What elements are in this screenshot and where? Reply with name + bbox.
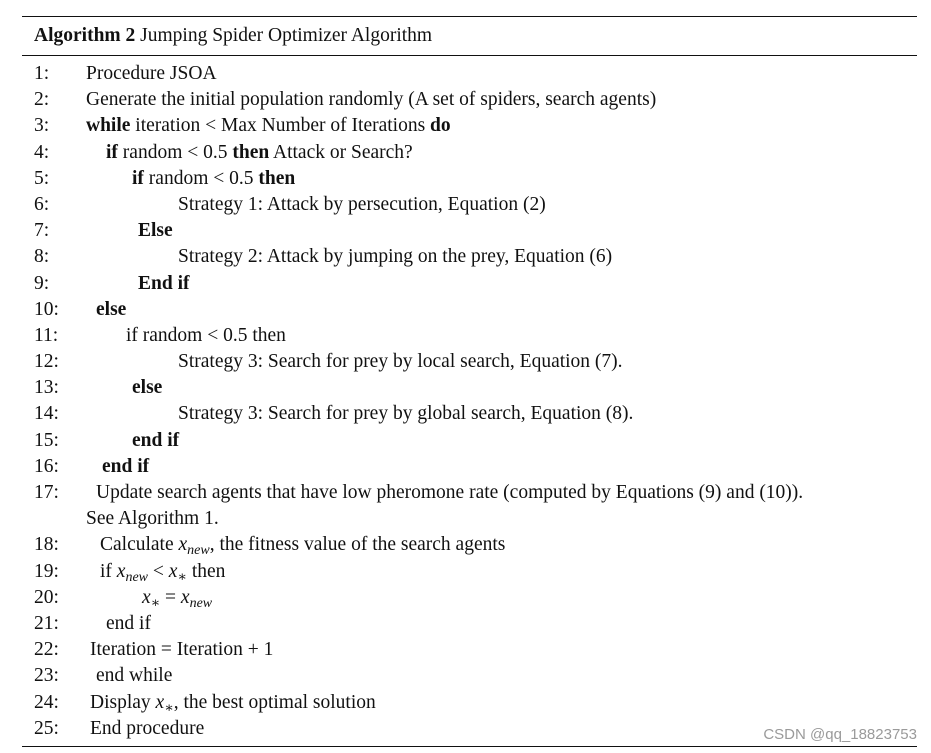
algorithm-box — [22, 16, 917, 747]
line-text: Strategy 2: Attack by jumping on the prey, Equation (6) — [178, 246, 613, 268]
line-number: 11: — [34, 324, 59, 346]
condition-text: random < 0.5 — [117, 141, 233, 163]
math-subscript-star: ∗ — [150, 595, 161, 611]
line-14 — [22, 401, 917, 427]
line-number: 20: — [34, 586, 59, 608]
line-8 — [22, 244, 917, 270]
line-number: 17: — [34, 482, 59, 503]
keyword-else: else — [96, 298, 127, 320]
algorithm-name: Jumping Spider Optimizer Algorithm — [140, 25, 433, 46]
line-text — [142, 585, 212, 613]
line-13 — [22, 375, 917, 401]
line-text — [100, 532, 505, 560]
line-number: 13: — [34, 377, 59, 399]
keyword-do: do — [430, 115, 451, 137]
line-text: Procedure JSOA — [86, 63, 217, 84]
line-1 — [22, 61, 917, 87]
line-text — [100, 559, 225, 587]
text-segment: , the best optimal solution — [173, 691, 376, 713]
line-number: 23: — [34, 665, 59, 687]
line-text: Update search agents that have low pheromone rate (computed by Equations (9) and (10)). — [96, 482, 804, 503]
line-20 — [22, 585, 917, 611]
keyword-else: else — [132, 377, 163, 399]
line-number: 5: — [34, 167, 50, 189]
line-15 — [22, 428, 917, 454]
line-24 — [22, 690, 917, 716]
algorithm-lines — [22, 56, 917, 742]
line-2 — [22, 87, 917, 113]
text-segment: Display — [90, 691, 156, 713]
line-text: End procedure — [90, 717, 205, 739]
keyword-end-if: end if — [132, 429, 180, 451]
line-11 — [22, 323, 917, 349]
condition-text: random < 0.5 — [143, 167, 259, 189]
line-text — [132, 166, 295, 192]
algorithm-label: Algorithm 2 — [34, 25, 136, 46]
line-4 — [22, 140, 917, 166]
watermark: CSDN @qq_18823753 — [763, 726, 917, 743]
math-subscript-new: new — [187, 543, 210, 559]
text-segment: if — [100, 560, 117, 582]
math-less-than: < — [148, 560, 169, 582]
text-segment: then — [186, 560, 226, 582]
keyword-else: Else — [138, 220, 173, 242]
line-number: 21: — [34, 612, 59, 634]
text-segment: Calculate — [100, 534, 179, 556]
line-number: 18: — [34, 534, 59, 556]
line-17 — [22, 480, 917, 506]
line-number: 10: — [34, 298, 59, 320]
line-text — [86, 113, 451, 139]
line-text: Generate the initial population randomly (A set of spiders, search agents) — [86, 89, 657, 111]
line-text: end if — [106, 612, 151, 634]
math-subscript-new: new — [189, 595, 213, 611]
line-9 — [22, 271, 917, 297]
line-number: 6: — [34, 193, 50, 215]
keyword-then: then — [232, 141, 270, 163]
line-23 — [22, 663, 917, 689]
line-number: 22: — [34, 639, 59, 661]
algorithm-title — [22, 17, 917, 55]
math-x: x — [116, 560, 126, 582]
math-subscript-star: ∗ — [177, 569, 187, 585]
line-number: 15: — [34, 429, 59, 451]
line-19 — [22, 559, 917, 585]
line-text: if random < 0.5 then — [126, 324, 286, 346]
condition-text: iteration < Max Number of Iterations — [130, 115, 431, 137]
math-x: x — [178, 534, 188, 556]
text-segment: , the fitness value of the search agents — [209, 534, 506, 556]
keyword-end-if: end if — [102, 455, 150, 477]
keyword-end-if: End if — [138, 272, 190, 294]
keyword-if: if — [106, 141, 118, 163]
line-7 — [22, 218, 917, 244]
line-6 — [22, 192, 917, 218]
line-number: 9: — [34, 272, 50, 294]
line-text: end while — [96, 665, 173, 687]
line-number: 1: — [34, 63, 50, 84]
keyword-if: if — [132, 167, 144, 189]
line-3 — [22, 113, 917, 139]
math-x: x — [168, 560, 178, 582]
bottom-rule — [22, 746, 917, 747]
line-number: 25: — [34, 717, 59, 739]
line-17-continuation — [22, 506, 917, 532]
math-x: x — [155, 691, 165, 713]
line-number: 12: — [34, 351, 59, 373]
line-text: See Algorithm 1. — [86, 508, 219, 530]
line-10 — [22, 297, 917, 323]
line-16 — [22, 454, 917, 480]
line-5 — [22, 166, 917, 192]
math-subscript-star: ∗ — [164, 700, 174, 716]
math-x: x — [142, 586, 151, 608]
line-number: 16: — [34, 455, 59, 477]
line-number: 4: — [34, 141, 50, 163]
line-12 — [22, 349, 917, 375]
keyword-then: then — [258, 167, 296, 189]
line-text: Strategy 3: Search for prey by global search, Equation (8). — [178, 403, 634, 425]
line-text: Iteration = Iteration + 1 — [90, 639, 274, 661]
line-number: 8: — [34, 246, 50, 268]
line-22 — [22, 637, 917, 663]
line-18 — [22, 532, 917, 558]
line-number: 3: — [34, 115, 50, 137]
line-text: Strategy 3: Search for prey by local search, Equation (7). — [178, 351, 623, 373]
math-x: x — [180, 586, 190, 608]
line-21 — [22, 611, 917, 637]
math-subscript-new: new — [125, 569, 149, 585]
line-number: 14: — [34, 403, 59, 425]
line-text — [90, 690, 376, 718]
math-equals: = — [160, 586, 181, 608]
line-text: Strategy 1: Attack by persecution, Equation (2) — [178, 193, 546, 215]
line-text — [106, 140, 413, 166]
line-number: 2: — [34, 89, 50, 111]
line-number: 19: — [34, 560, 59, 582]
keyword-while: while — [86, 115, 131, 137]
line-number: 24: — [34, 691, 59, 713]
line-number: 7: — [34, 220, 50, 242]
comment-text: Attack or Search? — [269, 141, 413, 163]
